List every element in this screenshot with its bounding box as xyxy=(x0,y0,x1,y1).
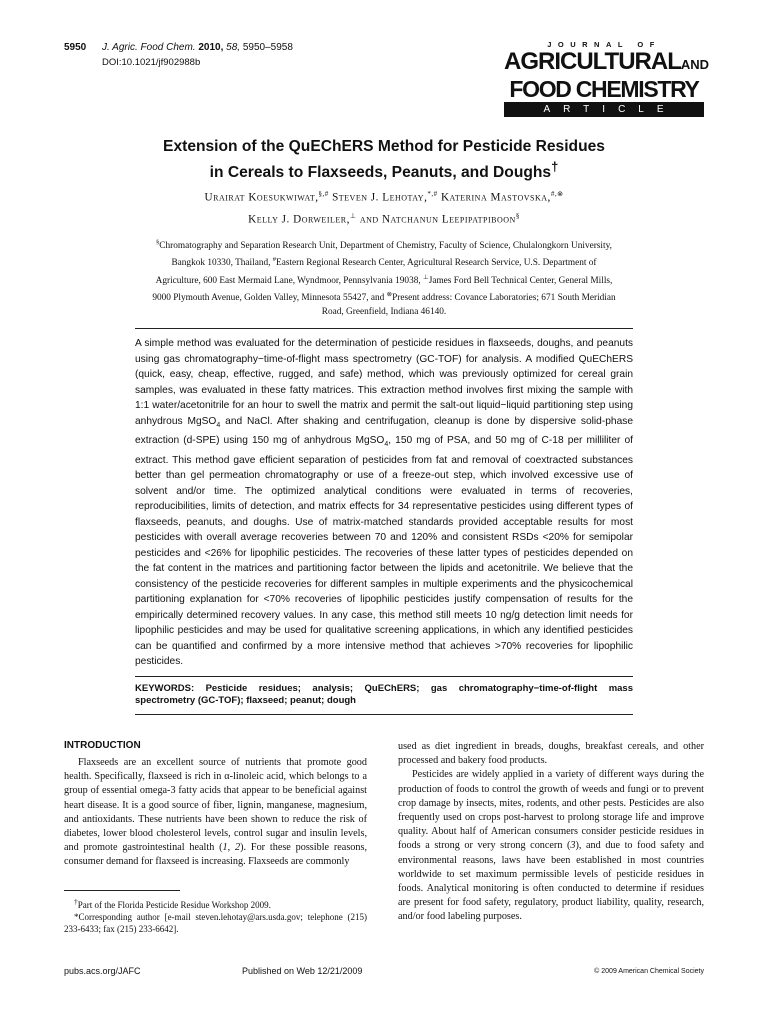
title-footnote-mark: † xyxy=(551,159,559,174)
intro-p1-part-a: Flaxseeds are an excellent source of nutrients that promote good health. Specifically, flaxseed is rich in α-linoleic acid, which belongs to a group of essential omega-3 fatty acids that appear to be beneficial against heart disease. It is a good source of fiber, lignin, manganese, magnesium, and antioxidants. These nutrients have been shown to reduce the risk of diabetes, lower blood cholesterol levels, control sugar and insulin levels, and promote gastrointestinal health ( xyxy=(64,757,367,854)
author-1-sup: §,# xyxy=(318,190,329,198)
author-3-sup: #,⊗ xyxy=(550,190,564,198)
logo-line1 xyxy=(504,48,710,77)
author-3: Katerina Mastovska, xyxy=(440,191,551,204)
abstract-part2: and NaCl. After shaking and centrifugation, cleanup is done by dispersive solid-phase extraction (d-SPE) using 150 mg of anhydrous MgSO xyxy=(135,415,633,447)
footer-copyright: © 2009 American Chemical Society xyxy=(594,968,704,975)
affil-2: Eastern Regional Research Center, Agricultural Research Service, U.S. Department of Agriculture, 600 East Mermaid Lane, Wyndmoor, Pennsylvania 19038, xyxy=(155,258,597,286)
footnote-2: *Corresponding author [e-mail steven.lehotay@ars.usda.gov; telephone (215) 233-6433; fax (215) 233-6642]. xyxy=(64,912,367,934)
intro-paragraph-2 xyxy=(398,768,704,924)
intro-p2-part-b: ), and due to food safety and environmental reasons, laws have been established in most countries worldwide to set maximum permissible levels of pesticide residues in foods. Analytical monitoring is often conducted to determine if residues are present for food safety, regulatory, product liability, quality, research, and/or food labeling purposes. xyxy=(398,840,704,923)
author-5-sup: § xyxy=(515,211,520,220)
logo-line1a: AGRICULTURAL xyxy=(504,48,681,75)
author-4: Kelly J. Dorweiler, xyxy=(248,213,350,226)
footnote-1 xyxy=(64,896,367,911)
citation-ref: 1 xyxy=(222,842,228,854)
author-1: Urairat Koesukwiwat, xyxy=(204,191,319,204)
journal-volume: 58, xyxy=(226,42,241,53)
abstract xyxy=(135,336,633,670)
keywords: KEYWORDS: Pesticide residues; analysis; QuEChERS; gas chromatography−time-of-flight mass spectrometry (GC-TOF); flaxseed; peanut; dough xyxy=(135,683,633,706)
author-line2 xyxy=(120,207,648,229)
logo-article-bar: ARTICLE xyxy=(504,102,704,117)
abstract-sub1: 4 xyxy=(216,421,221,429)
author-5: Natchanun Leepipatpiboon xyxy=(381,213,516,226)
body-column-left xyxy=(64,756,367,870)
affiliations xyxy=(150,236,618,319)
intro-p1-part-c: ). For these possible reasons, consumer demand for flaxseed is increasing. Flaxseeds are commonly xyxy=(64,842,367,868)
intro-p2-part-a: Pesticides are widely applied in a variety of different ways during the production of foods to control the growth of weeds and fungi or to prevent crop damage by insects, mites, rodents, and other pests. Pesticides are also frequently used on crops post-harvest to prolong storage life and improve quality. About half of American consumers consider pesticide residues in foods a strong or very strong concern ( xyxy=(398,769,704,852)
logo-top-text: JOURNAL OF xyxy=(547,40,661,49)
intro-paragraph-1 xyxy=(64,756,367,870)
doi: DOI:10.1021/jf902988b xyxy=(102,57,201,68)
journal-logo xyxy=(504,40,710,117)
affil-1-sup: § xyxy=(156,239,160,246)
footer-journal-url: pubs.acs.org/JAFC xyxy=(64,966,141,976)
affil-1: Chromatography and Separation Research Unit, Department of Chemistry, Faculty of Science, Chulalongkorn University, Bangkok 10330, Thailand, xyxy=(159,241,612,269)
footnote-rule xyxy=(64,890,180,891)
intro-p1-part-b: , xyxy=(227,842,236,854)
affil-4-sup: ⊗ xyxy=(386,291,393,299)
abstract-top-rule xyxy=(135,328,633,329)
journal-abbrev: J. Agric. Food Chem. xyxy=(102,42,196,53)
citation-ref: 2 xyxy=(235,842,241,854)
journal-citation xyxy=(102,42,293,53)
footnote-1-text: Part of the Florida Pesticide Residue Workshop 2009. xyxy=(77,900,271,910)
title-line2 xyxy=(120,157,648,183)
affil-2-sup: # xyxy=(272,256,277,264)
intro-paragraph-1-cont: used as diet ingredient in breads, doughs, breakfast cereals, and other processed and bakery food products. xyxy=(398,741,704,767)
author-line1 xyxy=(120,185,648,207)
page-number: 5950 xyxy=(64,42,87,53)
affil-3: James Ford Bell Technical Center, General Mills, 9000 Plymouth Avenue, Golden Valley, Minnesota 55427, and xyxy=(152,275,613,304)
section-heading-introduction: INTRODUCTION xyxy=(64,740,141,751)
logo-line2: FOOD CHEMISTRY xyxy=(509,76,699,102)
affil-3-sup: ⊥ xyxy=(423,273,429,281)
author-4-sup: ⊥ xyxy=(349,211,357,220)
author-2-sup: *,# xyxy=(427,190,438,198)
abstract-sub2: 4 xyxy=(384,441,389,449)
paper-title xyxy=(120,137,648,183)
footer-publication-date: Published on Web 12/21/2009 xyxy=(242,966,363,976)
author-and: and xyxy=(359,213,379,226)
body-column-right xyxy=(398,740,704,925)
journal-year: 2010, xyxy=(198,42,224,53)
logo-line1b: AND xyxy=(680,57,710,72)
citation-ref: 3 xyxy=(570,840,576,852)
keywords-bottom-rule xyxy=(135,714,633,715)
footnote-1-mark: † xyxy=(74,897,78,906)
footnotes xyxy=(64,896,367,935)
abstract-part1: A simple method was evaluated for the determination of pesticide residues in flaxseeds, doughs, and peanuts using gas chromatography−time-of-flight mass spectrometry (GC-TOF) for analysis. A modified QuEChERS (quick, easy, cheap, effective, rugged, and safe) method, which was previously optimized for cereal grain samples, was evaluated in these fatty matrices. This extraction method involves first mixing the sample with 1:1 water/acetonitrile for an hour to swell the matrix and permit the salt-out liquid−liquid partitioning step using anhydrous MgSO xyxy=(135,338,633,427)
title-line1: Extension of the QuEChERS Method for Pesticide Residues xyxy=(163,138,605,155)
abstract-bottom-rule xyxy=(135,676,633,677)
abstract-part3: , 150 mg of PSA, and 50 mg of C-18 per milliliter of extract. This method gave efficient separation of pesticides from fat and removal of coextracted substances better than gel permeation chromatography or use of a freeze-out step, which involved excessive use of solvent and/or time. The optimized analytical conditions were evaluated in terms of recoveries, reproducibilities, limits of detection, and matrix effects for 34 representative pesticides using different types of flaxseeds, peanuts, and doughs. Use of matrix-matched standards provided acceptable results for most pesticides with overall average recoveries between 70 and 120% and consistent RSDs <20% for semipolar pesticides and <26% for lipophilic pesticides. The recoveries of these latter types of pesticides depended on the fat content in the matrices and partitioning factor between the lipids and acetonitrile. We believe that the consistency of the pesticide recoveries for different samples in multiple experiments and the physicochemical partitioning explanation for <70% recoveries of lipophilic pesticides justify compensation of results for the empirically determined recovery values. In any case, this method still meets 10 ng/g detection limit needs for lipophilic pesticides and may be used for qualitative screening applications, in which any identified pesticides can be quantified and confirmed by a more intensive method that achieves >70% recoveries for lipophilic pesticides. xyxy=(135,435,634,668)
journal-pages: 5950–5958 xyxy=(242,42,293,53)
author-2: Steven J. Lehotay, xyxy=(332,191,428,204)
title-line2-text: in Cereals to Flaxseeds, Peanuts, and Doughs xyxy=(209,164,552,182)
author-list xyxy=(120,185,648,228)
affil-4: Present address: Covance Laboratories; 671 South Meridian Road, Greenfield, Indiana 46140. xyxy=(321,293,616,317)
